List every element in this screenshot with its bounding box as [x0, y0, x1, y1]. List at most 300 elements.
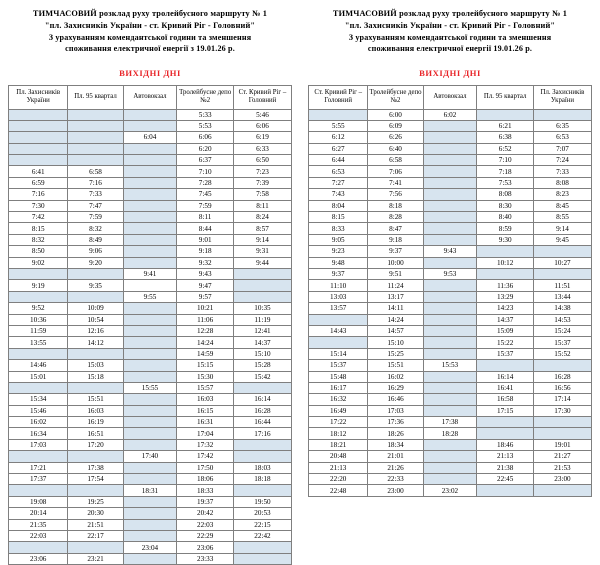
time-cell: 15:15 — [177, 360, 234, 371]
time-cell: 7:56 — [368, 189, 423, 200]
time-cell-empty — [123, 120, 177, 131]
time-cell: 8:32 — [68, 223, 123, 234]
time-cell: 10:00 — [368, 257, 423, 268]
time-cell: 16:32 — [309, 394, 368, 405]
time-cell: 15:51 — [68, 394, 123, 405]
time-cell-empty — [123, 337, 177, 348]
column-header-avtovokzal: Автовокзал — [423, 85, 477, 109]
time-cell: 6:20 — [177, 143, 234, 154]
time-cell-empty — [123, 234, 177, 245]
time-cell: 8:30 — [477, 200, 534, 211]
table-row — [309, 394, 592, 405]
time-cell: 22:17 — [68, 530, 123, 541]
time-cell: 9:05 — [309, 234, 368, 245]
time-cell: 7:28 — [177, 177, 234, 188]
time-cell: 18:46 — [477, 439, 534, 450]
table-row — [309, 337, 592, 348]
time-cell-empty — [68, 542, 123, 553]
time-cell: 18:34 — [368, 439, 423, 450]
time-cell: 6:53 — [309, 166, 368, 177]
table-row — [309, 303, 592, 314]
table-row — [309, 109, 592, 120]
time-cell: 15:22 — [477, 337, 534, 348]
table-row — [9, 348, 292, 359]
time-cell: 7:43 — [309, 189, 368, 200]
time-cell: 8:28 — [368, 212, 423, 223]
table-row — [9, 200, 292, 211]
table-row — [9, 337, 292, 348]
time-cell: 15:30 — [177, 371, 234, 382]
time-cell-empty — [123, 394, 177, 405]
column-header-st-kryvyi-rih: Ст. Кривий Ріг – Головний — [309, 85, 368, 109]
time-cell-empty — [423, 234, 477, 245]
time-cell-empty — [123, 189, 177, 200]
time-cell-empty — [233, 269, 291, 280]
time-cell: 22:42 — [233, 530, 291, 541]
time-cell-empty — [68, 485, 123, 496]
time-cell: 22:48 — [309, 485, 368, 496]
table-row — [9, 177, 292, 188]
time-cell: 13:44 — [533, 291, 591, 302]
column-header-ploshcha-zakhysnykiv: Пл. Захисників України — [9, 85, 68, 109]
time-cell: 23:00 — [533, 474, 591, 485]
time-cell-empty — [123, 496, 177, 507]
time-cell-empty — [423, 405, 477, 416]
time-cell: 9:02 — [9, 257, 68, 268]
table-row — [309, 132, 592, 143]
time-cell: 16:56 — [533, 382, 591, 393]
time-cell: 17:20 — [68, 439, 123, 450]
table-row — [9, 223, 292, 234]
time-cell: 9:43 — [177, 269, 234, 280]
time-cell: 20:30 — [68, 508, 123, 519]
time-cell-empty — [423, 155, 477, 166]
time-cell: 9:51 — [368, 269, 423, 280]
time-cell: 6:41 — [9, 166, 68, 177]
time-cell: 17:38 — [423, 417, 477, 428]
time-cell-empty — [423, 348, 477, 359]
schedule-table-inbound — [308, 85, 592, 497]
table-row — [9, 132, 292, 143]
table-row — [9, 269, 292, 280]
time-cell: 9:37 — [368, 246, 423, 257]
time-cell-empty — [309, 337, 368, 348]
table-header-row — [9, 85, 292, 109]
time-cell: 18:06 — [177, 474, 234, 485]
time-cell: 13:17 — [368, 291, 423, 302]
time-cell-empty — [423, 132, 477, 143]
time-cell: 15:37 — [309, 360, 368, 371]
time-cell-empty — [477, 269, 534, 280]
time-cell: 6:04 — [123, 132, 177, 143]
time-cell-empty — [123, 166, 177, 177]
time-cell: 23:06 — [177, 542, 234, 553]
time-cell: 8:57 — [233, 223, 291, 234]
time-cell-empty — [423, 189, 477, 200]
table-row — [9, 485, 292, 496]
column-header-troleibusne-depo: Тролейбусне депо №2 — [368, 85, 423, 109]
schedule-table-outbound — [8, 85, 292, 565]
time-cell: 16:34 — [9, 428, 68, 439]
time-cell: 9:47 — [177, 280, 234, 291]
time-cell: 17:21 — [9, 462, 68, 473]
time-cell-empty — [477, 246, 534, 257]
time-cell: 16:31 — [177, 417, 234, 428]
time-cell: 8:55 — [533, 212, 591, 223]
time-cell-empty — [123, 462, 177, 473]
time-cell: 6:50 — [233, 155, 291, 166]
time-cell: 17:16 — [233, 428, 291, 439]
time-cell: 8:50 — [9, 246, 68, 257]
time-cell: 15:14 — [309, 348, 368, 359]
time-cell: 22:03 — [177, 519, 234, 530]
time-cell: 16:41 — [477, 382, 534, 393]
time-cell: 11:51 — [533, 280, 591, 291]
time-cell-empty — [9, 382, 68, 393]
table-row — [309, 371, 592, 382]
time-cell-empty — [533, 485, 591, 496]
time-cell: 18:03 — [233, 462, 291, 473]
time-cell-empty — [423, 120, 477, 131]
time-cell: 17:14 — [533, 394, 591, 405]
table-row — [9, 143, 292, 154]
time-cell: 9:55 — [123, 291, 177, 302]
time-cell-empty — [123, 143, 177, 154]
time-cell: 8:15 — [309, 212, 368, 223]
time-cell: 16:03 — [68, 405, 123, 416]
time-cell-empty — [233, 542, 291, 553]
time-cell: 21:35 — [9, 519, 68, 530]
table-row — [9, 303, 292, 314]
table-row — [309, 234, 592, 245]
table-row — [309, 348, 592, 359]
table-row — [9, 234, 292, 245]
time-cell: 8:33 — [309, 223, 368, 234]
table-row — [9, 474, 292, 485]
time-cell: 15:25 — [368, 348, 423, 359]
time-cell-empty — [423, 382, 477, 393]
time-cell: 14:11 — [368, 303, 423, 314]
time-cell: 9:01 — [177, 234, 234, 245]
time-cell: 15:46 — [9, 405, 68, 416]
table-row — [309, 143, 592, 154]
time-cell: 6:38 — [477, 132, 534, 143]
time-cell: 8:11 — [233, 200, 291, 211]
time-cell-empty — [123, 348, 177, 359]
time-cell: 8:11 — [177, 212, 234, 223]
time-cell-empty — [9, 132, 68, 143]
time-cell: 19:37 — [177, 496, 234, 507]
time-cell: 6:53 — [533, 132, 591, 143]
table-row — [9, 382, 292, 393]
time-cell: 6:52 — [477, 143, 534, 154]
table-row — [9, 462, 292, 473]
table-row — [309, 166, 592, 177]
time-cell: 14:37 — [233, 337, 291, 348]
schedule-panel-outbound — [0, 0, 300, 563]
schedule-body-outbound — [9, 109, 292, 565]
title-line-2-right: "пл. Захисників України - ст. Кривий Ріг - Головний" — [344, 20, 556, 30]
time-cell: 10:54 — [68, 314, 123, 325]
time-cell: 19:08 — [9, 496, 68, 507]
time-cell: 9:19 — [9, 280, 68, 291]
time-cell-empty — [423, 257, 477, 268]
time-cell: 15:09 — [477, 325, 534, 336]
time-cell-empty — [423, 439, 477, 450]
time-cell-empty — [123, 303, 177, 314]
section-heading-left: ВИХІДНІ ДНІ — [119, 67, 181, 78]
time-cell: 18:31 — [123, 485, 177, 496]
time-cell-empty — [68, 155, 123, 166]
time-cell-empty — [9, 542, 68, 553]
table-row — [9, 451, 292, 462]
time-cell: 16:46 — [368, 394, 423, 405]
schedule-body-inbound — [309, 109, 592, 496]
time-cell: 22:29 — [177, 530, 234, 541]
table-row — [9, 417, 292, 428]
time-cell-empty — [423, 280, 477, 291]
table-row — [9, 291, 292, 302]
table-row — [309, 280, 592, 291]
time-cell: 16:14 — [233, 394, 291, 405]
time-cell: 7:27 — [309, 177, 368, 188]
time-cell: 8:59 — [477, 223, 534, 234]
table-row — [9, 394, 292, 405]
time-cell-empty — [123, 177, 177, 188]
time-cell: 15:10 — [368, 337, 423, 348]
time-cell: 14:38 — [533, 303, 591, 314]
time-cell-empty — [9, 143, 68, 154]
time-cell: 9:44 — [233, 257, 291, 268]
time-cell-empty — [123, 428, 177, 439]
table-row — [309, 474, 592, 485]
time-cell-empty — [423, 291, 477, 302]
table-row — [309, 325, 592, 336]
table-row — [9, 189, 292, 200]
time-cell: 12:28 — [177, 325, 234, 336]
time-cell: 8:32 — [9, 234, 68, 245]
time-cell: 7:24 — [533, 155, 591, 166]
time-cell: 17:22 — [309, 417, 368, 428]
time-cell-empty — [123, 508, 177, 519]
column-header-troleibusne-depo: Тролейбусне депо №2 — [177, 85, 234, 109]
time-cell: 16:19 — [68, 417, 123, 428]
time-cell-empty — [233, 291, 291, 302]
time-cell: 15:34 — [9, 394, 68, 405]
time-cell: 23:21 — [68, 553, 123, 564]
time-cell-empty — [123, 155, 177, 166]
time-cell-empty — [123, 439, 177, 450]
time-cell: 7:39 — [233, 177, 291, 188]
time-cell-empty — [423, 462, 477, 473]
table-row — [309, 177, 592, 188]
time-cell: 5:53 — [177, 120, 234, 131]
time-cell: 8:08 — [477, 189, 534, 200]
time-cell-empty — [477, 428, 534, 439]
table-row — [309, 257, 592, 268]
time-cell-empty — [9, 120, 68, 131]
table-row — [309, 246, 592, 257]
table-row — [9, 371, 292, 382]
table-row — [309, 360, 592, 371]
time-cell: 14:57 — [368, 325, 423, 336]
time-cell: 6:21 — [477, 120, 534, 131]
time-cell: 21:13 — [309, 462, 368, 473]
time-cell: 23:33 — [177, 553, 234, 564]
time-cell: 16:15 — [177, 405, 234, 416]
time-cell: 16:51 — [68, 428, 123, 439]
time-cell: 14:37 — [477, 314, 534, 325]
column-header-avtovokzal: Автовокзал — [123, 85, 177, 109]
time-cell: 16:17 — [309, 382, 368, 393]
time-cell: 15:57 — [177, 382, 234, 393]
time-cell: 15:42 — [233, 371, 291, 382]
time-cell-empty — [9, 348, 68, 359]
time-cell: 17:36 — [368, 417, 423, 428]
time-cell: 11:24 — [368, 280, 423, 291]
time-cell: 5:55 — [309, 120, 368, 131]
time-cell: 7:10 — [477, 155, 534, 166]
time-cell: 21:53 — [533, 462, 591, 473]
time-cell: 9:48 — [309, 257, 368, 268]
time-cell: 21:38 — [477, 462, 534, 473]
time-cell: 9:14 — [233, 234, 291, 245]
time-cell-empty — [123, 246, 177, 257]
time-cell-empty — [9, 291, 68, 302]
column-header-ploshcha-95-kvartal: Пл. 95 квартал — [477, 85, 534, 109]
time-cell: 21:27 — [533, 451, 591, 462]
time-cell: 11:59 — [9, 325, 68, 336]
time-cell: 7:23 — [233, 166, 291, 177]
time-cell-empty — [233, 280, 291, 291]
time-cell-empty — [423, 166, 477, 177]
time-cell-empty — [68, 451, 123, 462]
time-cell: 21:51 — [68, 519, 123, 530]
time-cell: 6:33 — [233, 143, 291, 154]
time-cell: 8:47 — [368, 223, 423, 234]
table-row — [309, 291, 592, 302]
time-cell-empty — [423, 371, 477, 382]
time-cell-empty — [9, 109, 68, 120]
time-cell-empty — [123, 417, 177, 428]
time-cell: 6:09 — [368, 120, 423, 131]
time-cell: 19:50 — [233, 496, 291, 507]
time-cell: 17:15 — [477, 405, 534, 416]
time-cell: 23:06 — [9, 553, 68, 564]
time-cell: 14:12 — [68, 337, 123, 348]
time-cell: 18:28 — [423, 428, 477, 439]
time-cell: 7:42 — [9, 212, 68, 223]
time-cell: 9:43 — [423, 246, 477, 257]
table-row — [9, 155, 292, 166]
table-row — [9, 360, 292, 371]
table-row — [309, 417, 592, 428]
time-cell: 15:03 — [68, 360, 123, 371]
time-cell-empty — [68, 348, 123, 359]
table-row — [309, 439, 592, 450]
time-cell-empty — [423, 394, 477, 405]
time-cell-empty — [68, 120, 123, 131]
time-cell: 7:59 — [68, 212, 123, 223]
time-cell: 13:55 — [9, 337, 68, 348]
time-cell: 7:33 — [533, 166, 591, 177]
time-cell: 7:16 — [9, 189, 68, 200]
time-cell: 16:03 — [177, 394, 234, 405]
table-row — [9, 530, 292, 541]
time-cell: 19:01 — [533, 439, 591, 450]
time-cell: 17:42 — [177, 451, 234, 462]
time-cell: 6:59 — [9, 177, 68, 188]
time-cell: 9:32 — [177, 257, 234, 268]
time-cell: 8:44 — [177, 223, 234, 234]
time-cell: 11:19 — [233, 314, 291, 325]
table-row — [9, 280, 292, 291]
time-cell-empty — [477, 109, 534, 120]
table-row — [309, 314, 592, 325]
time-cell: 15:37 — [533, 337, 591, 348]
time-cell: 15:28 — [233, 360, 291, 371]
title-block-left — [8, 0, 292, 55]
time-cell: 15:55 — [123, 382, 177, 393]
time-cell: 13:57 — [309, 303, 368, 314]
time-cell-empty — [423, 314, 477, 325]
time-cell-empty — [9, 155, 68, 166]
time-cell-empty — [123, 280, 177, 291]
table-row — [9, 325, 292, 336]
time-cell: 9:31 — [233, 246, 291, 257]
time-cell: 9:53 — [423, 269, 477, 280]
time-cell: 17:32 — [177, 439, 234, 450]
time-cell: 23:04 — [123, 542, 177, 553]
time-cell: 9:23 — [309, 246, 368, 257]
time-cell: 7:30 — [9, 200, 68, 211]
time-cell: 22:33 — [368, 474, 423, 485]
time-cell: 16:49 — [309, 405, 368, 416]
time-cell-empty — [123, 519, 177, 530]
title-line-4-left: споживання електричної енергії з 19.01.26 р. — [65, 44, 235, 54]
time-cell: 6:37 — [177, 155, 234, 166]
time-cell: 6:02 — [423, 109, 477, 120]
time-cell-empty — [123, 405, 177, 416]
time-cell: 9:57 — [177, 291, 234, 302]
time-cell-empty — [423, 474, 477, 485]
time-cell-empty — [123, 474, 177, 485]
time-cell: 21:01 — [368, 451, 423, 462]
time-cell-empty — [423, 223, 477, 234]
title-line-3-right: З урахуванням комендантської години та зменшення — [348, 32, 552, 42]
time-cell-empty — [9, 451, 68, 462]
time-cell: 14:53 — [533, 314, 591, 325]
time-cell: 6:35 — [533, 120, 591, 131]
time-cell-empty — [68, 132, 123, 143]
time-cell-empty — [533, 246, 591, 257]
time-cell: 8:49 — [68, 234, 123, 245]
time-cell-empty — [233, 439, 291, 450]
table-row — [309, 212, 592, 223]
time-cell: 14:46 — [9, 360, 68, 371]
time-cell-empty — [68, 269, 123, 280]
time-cell: 7:47 — [68, 200, 123, 211]
time-cell-empty — [68, 143, 123, 154]
time-cell: 16:02 — [368, 371, 423, 382]
time-cell: 12:16 — [68, 325, 123, 336]
table-row — [309, 269, 592, 280]
time-cell: 9:37 — [309, 269, 368, 280]
time-cell: 9:30 — [477, 234, 534, 245]
time-cell: 16:28 — [533, 371, 591, 382]
time-cell: 12:41 — [233, 325, 291, 336]
time-cell: 17:37 — [9, 474, 68, 485]
